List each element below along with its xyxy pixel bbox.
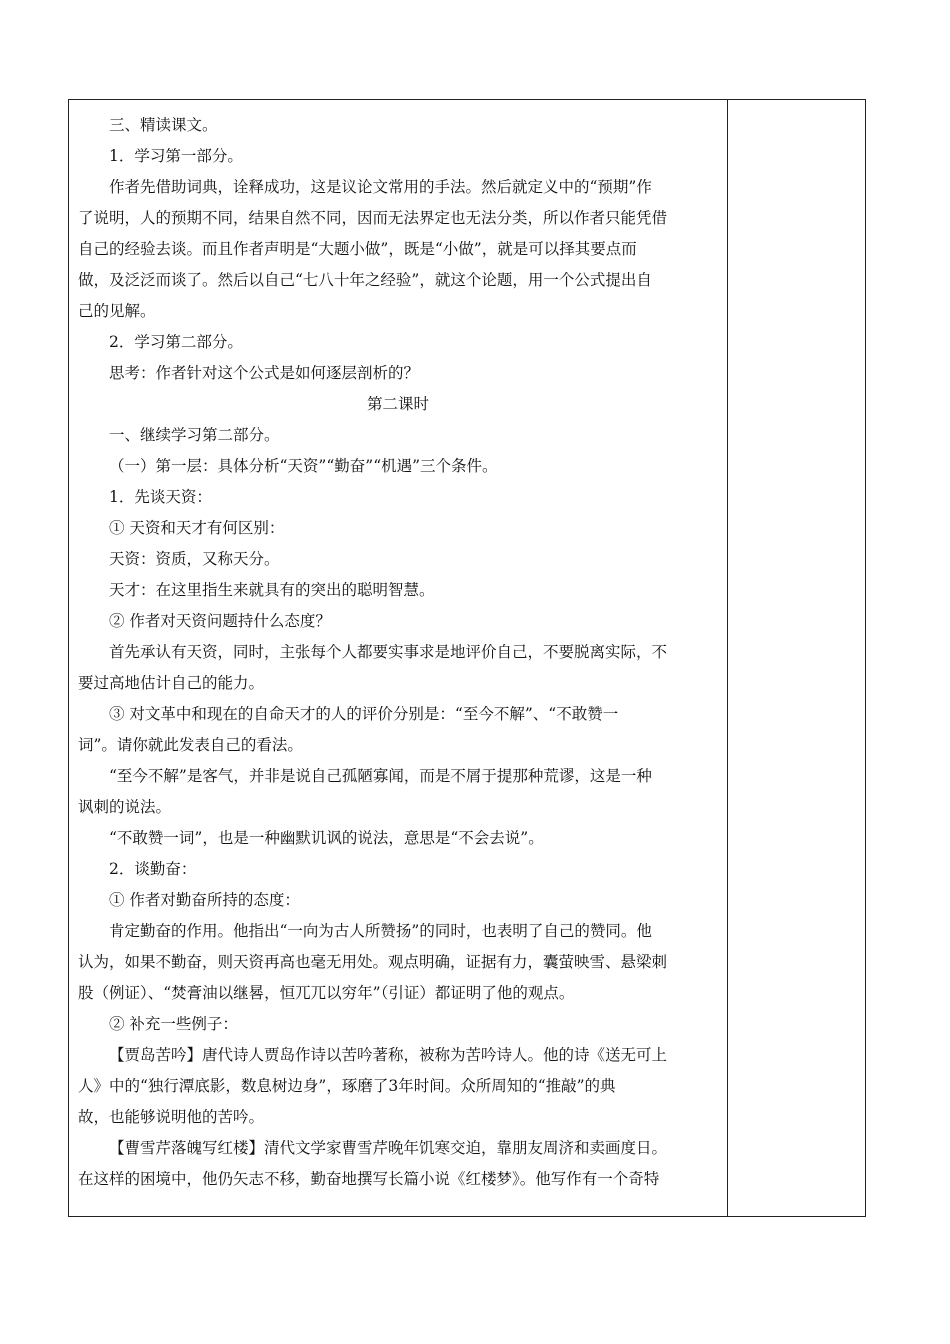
section-heading: 第二课时 [366, 395, 429, 413]
text-line: 作者先借助词典，诠释成功，这是议论文常用的手法。然后就定义中的“预期”作 [109, 178, 652, 196]
text-line: “至今不解”是客气，并非是说自己孤陋寡闻，而是不屑于提那种荒谬，这是一种 [109, 767, 652, 785]
text-line: 首先承认有天资，同时，主张每个人都要实事求是地评价自己，不要脱离实际，不 [109, 643, 668, 661]
text-line: 【曹雪芹落魄写红楼】清代文学家曹雪芹晚年饥寒交迫，靠朋友周济和卖画度日。 [109, 1139, 668, 1157]
text-line: （一）第一层：具体分析“天资”“勤奋”“机遇”三个条件。 [109, 457, 498, 475]
text-line: 人》中的“独行潭底影，数息树边身”，琢磨了3年时间。众所周知的“推敲”的典 [78, 1077, 616, 1095]
text-line: 故，也能够说明他的苦吟。 [78, 1108, 265, 1126]
text-line: 2．谈勤奋： [109, 860, 197, 878]
text-line: “不敢赞一词”，也是一种幽默讥讽的说法，意思是“不会去说”。 [109, 829, 544, 847]
text-line: 要过高地估计自己的能力。 [78, 674, 265, 692]
text-line: ③ 对文革中和现在的自命天才的人的评价分别是：“至今不解”、“不敢赞一 [109, 705, 619, 723]
text-line: 股（例证）、“焚膏油以继晷，恒兀兀以穷年”（引证）都证明了他的观点。 [78, 984, 575, 1002]
text-line: 讽刺的说法。 [78, 798, 172, 816]
text-line: 1．学习第一部分。 [109, 147, 243, 165]
text-line: 【贾岛苦吟】唐代诗人贾岛作诗以苦吟著称，被称为苦吟诗人。他的诗《送无可上 [109, 1046, 668, 1064]
text-line: 己的见解。 [78, 302, 156, 320]
text-line: 了说明，人的预期不同，结果自然不同，因而无法界定也无法分类，所以作者只能凭借 [78, 209, 668, 227]
text-line: ① 作者对勤奋所持的态度： [109, 891, 300, 909]
text-line: 自己的经验去谈。而且作者声明是“大题小做”，既是“小做”，就是可以择其要点而 [78, 240, 637, 258]
text-line: 做，及泛泛而谈了。然后以自己“七八十年之经验”，就这个论题，用一个公式提出自 [78, 271, 652, 289]
text-line: 天才：在这里指生来就具有的突出的聪明智慧。 [109, 581, 435, 599]
text-line: 1．先谈天资： [109, 488, 212, 506]
text-line: ② 作者对天资问题持什么态度？ [109, 612, 331, 630]
text-line: ② 补充一些例子： [109, 1015, 238, 1033]
text-line: 在这样的困境中，他仍矢志不移，勤奋地撰写长篇小说《红楼梦》。他写作有一个奇特 [78, 1170, 660, 1188]
text-line: 2．学习第二部分。 [109, 333, 243, 351]
text-line: 一、继续学习第二部分。 [109, 426, 280, 444]
text-line: 思考：作者针对这个公式是如何逐层剖析的？ [109, 364, 420, 382]
lesson-text [78, 110, 718, 1215]
text-line: ① 天资和天才有何区别： [109, 519, 285, 537]
text-line: 词”。请你就此发表自己的看法。 [78, 736, 303, 754]
text-line: 三、精读课文。 [109, 116, 218, 134]
column-divider [727, 99, 728, 1217]
text-line: 认为，如果不勤奋，则天资再高也毫无用处。观点明确，证据有力，囊萤映雪、悬梁刺 [78, 953, 668, 971]
text-line: 天资：资质，又称天分。 [109, 550, 280, 568]
text-line: 肯定勤奋的作用。他指出“一向为古人所赞扬”的同时，也表明了自己的赞同。他 [109, 922, 652, 940]
